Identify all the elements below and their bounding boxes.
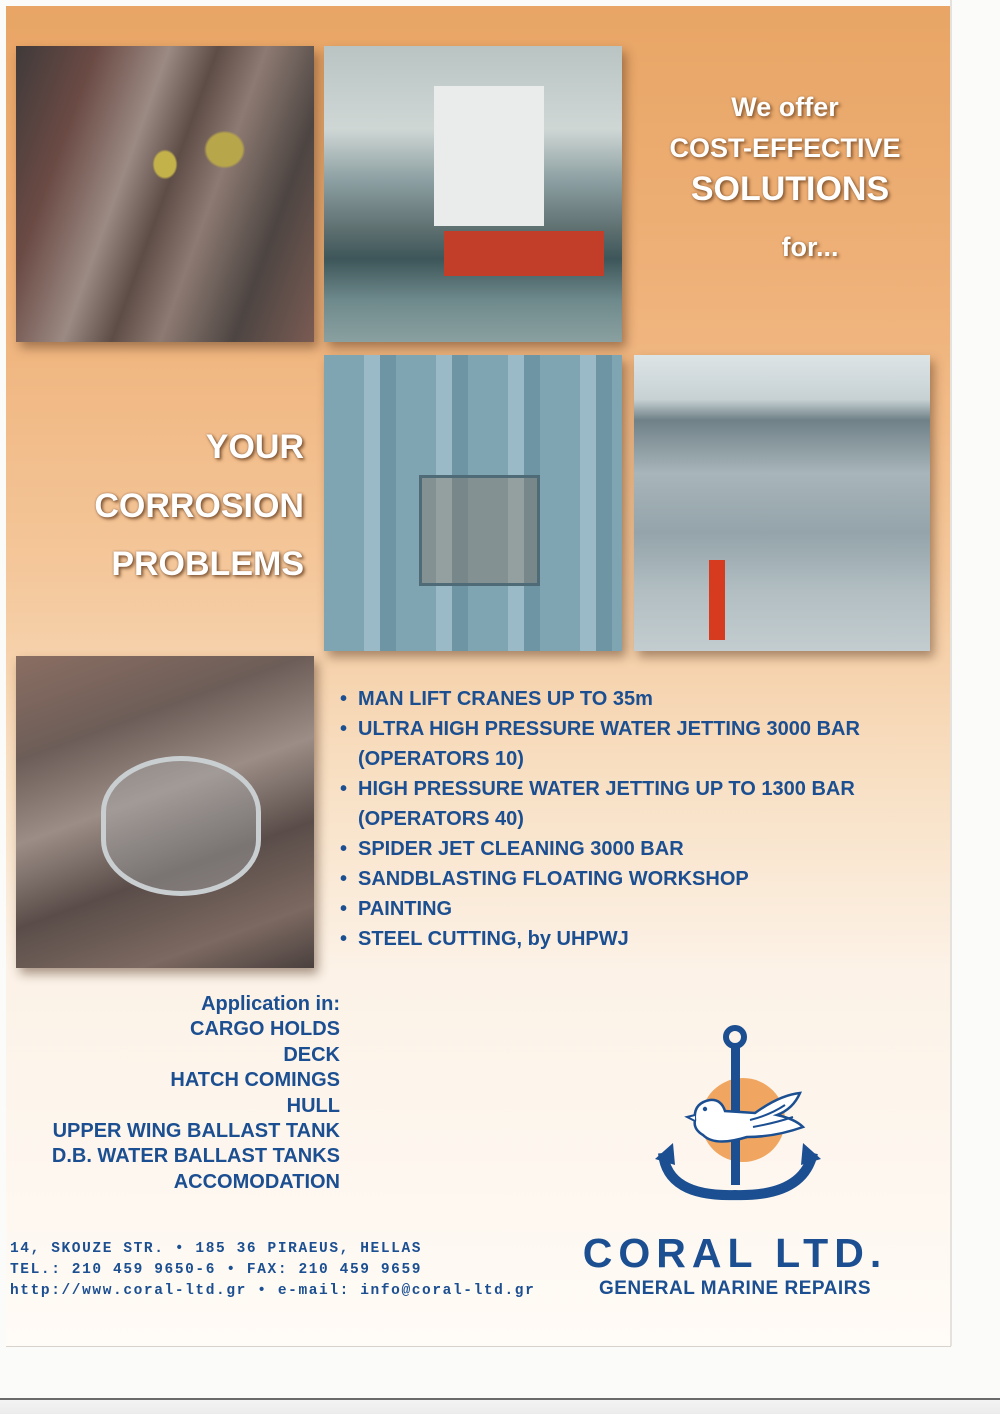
service-item-detail: (OPERATORS 40) [358,808,524,830]
photo-spider-jet-tool [16,656,314,968]
headline-line-2: COST-EFFECTIVE [669,133,901,163]
service-item-detail: (OPERATORS 10) [358,748,524,770]
contact-block [10,1239,535,1302]
service-item: • PAINTING [340,894,860,924]
application-item: HULL [286,1094,340,1117]
problems-line-1: YOUR [205,428,304,466]
services-list [340,684,860,954]
scan-bottom-strip [0,1398,1000,1414]
headline-line-4: for... [781,232,839,262]
application-item: HATCH COMINGS [170,1069,340,1092]
contact-phone: TEL.: 210 459 9650-6 • FAX: 210 459 9659 [10,1262,423,1278]
contact-address: 14, SKOUZE STR. • 185 36 PIRAEUS, HELLAS [10,1241,423,1257]
problems-line-2: CORROSION [94,487,304,525]
service-item: • SPIDER JET CLEANING 3000 BAR [340,834,860,864]
application-item: UPPER WING BALLAST TANK [52,1120,340,1143]
application-title: Application in: [201,993,340,1015]
photo-basket-cleaning-hull [324,355,622,651]
anchor-dove-logo-icon [655,1025,825,1205]
application-item: DECK [283,1043,340,1066]
contact-web[interactable]: http://www.coral-ltd.gr • e-mail: info@coral-ltd.gr [10,1283,536,1299]
service-item: • ULTRA HIGH PRESSURE WATER JETTING 3000 BAR [340,714,860,744]
service-item: • MAN LIFT CRANES UP TO 35m [340,684,860,714]
headline-line-3: SOLUTIONS [690,170,890,208]
application-item: ACCOMODATION [173,1170,340,1193]
headline-line-1: We offer [731,92,839,122]
problems-line-3: PROBLEMS [111,545,304,583]
brand-block [530,1230,940,1300]
service-item: • SANDBLASTING FLOATING WORKSHOP [340,864,860,894]
photo-workers-jetting-hold [16,46,314,342]
application-list [52,992,340,1195]
service-item: • STEEL CUTTING, by UHPWJ [340,924,860,954]
photo-ship-stern-manlift [634,355,930,651]
scan-edge [950,0,952,1346]
company-tagline: GENERAL MARINE REPAIRS [598,1278,872,1299]
application-item: CARGO HOLDS [190,1018,340,1041]
application-item: D.B. WATER BALLAST TANKS [51,1145,340,1168]
company-name: CORAL LTD. [582,1230,888,1276]
photo-ship-at-dock [324,46,622,342]
service-item: • HIGH PRESSURE WATER JETTING UP TO 1300 BAR [340,774,860,804]
